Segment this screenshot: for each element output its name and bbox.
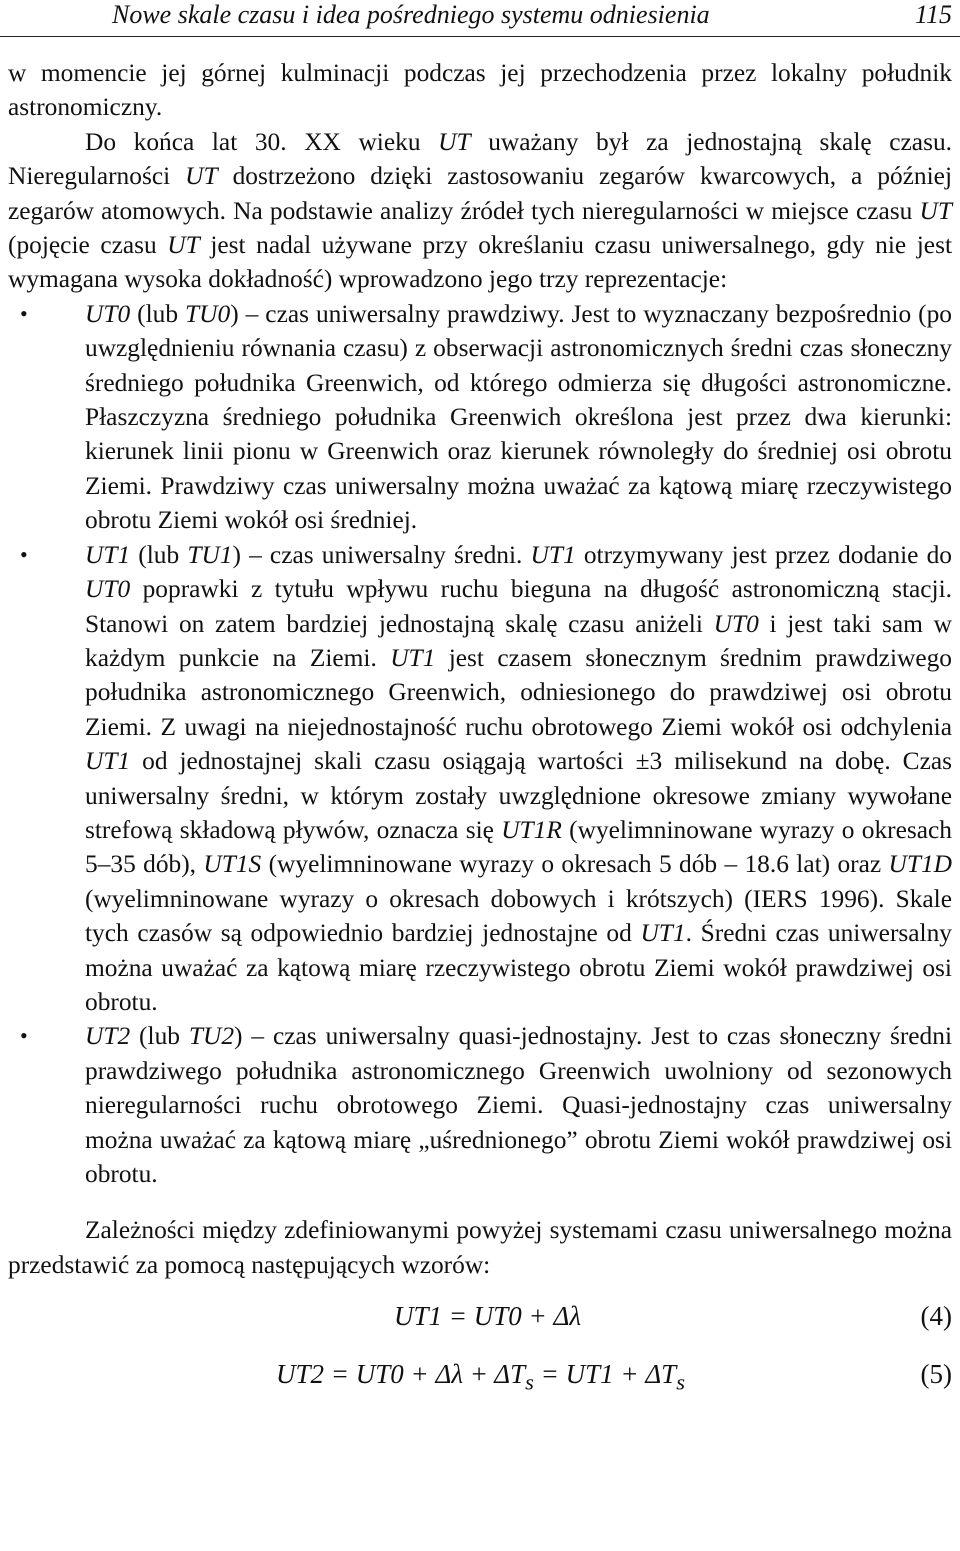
text-fragment: ) – czas uniwersalny średni. — [232, 540, 531, 569]
term-ut: UT — [185, 162, 218, 191]
page-body — [8, 56, 952, 1398]
term-tu1: TU1 — [187, 540, 233, 569]
subscript-s: s — [525, 1369, 534, 1395]
list-item-ut1 — [8, 538, 952, 1020]
representations-list — [8, 297, 952, 1192]
term-ut1: UT1 — [390, 643, 436, 672]
text-fragment: otrzymywany jest przez dodanie do — [575, 540, 952, 569]
spacer — [8, 1282, 952, 1296]
term-ut2: UT2 — [85, 1022, 131, 1051]
text-fragment: uważany był za jednostajną skalę czasu. Nieregularności — [8, 127, 952, 191]
text-fragment: jest czasem słonecznym średnim prawdziwego południka astronomicznego Greenwich, odniesionego do prawdziwej osi obrotu Ziemi. Z uwagi na niejednostajność ruchu obrotowego Ziemi wokół osi odchylenia — [85, 643, 953, 741]
text-fragment: poprawki z tytułu wpływu ruchu bieguna na długość astronomiczną stacji. Stanowi on zatem bardziej jednostajną skalę czasu aniżeli — [85, 575, 952, 638]
text-fragment: i jest taki sam w każdym punkcie na Ziemi. — [85, 609, 952, 672]
term-ut1: UT1 — [640, 919, 686, 948]
equation-5-number: (5) — [920, 1359, 952, 1390]
subscript-s: s — [676, 1369, 685, 1395]
text-fragment: Do końca lat 30. XX wieku — [85, 127, 439, 156]
text-fragment: (lub — [130, 540, 188, 569]
equation-5-part: UT2 = UT0 + Δλ + ΔT — [276, 1359, 526, 1390]
text-fragment: ) – czas uniwersalny quasi-jednostajny. Jest to czas słoneczny średni prawdziwego południka astronomicznego Greenwich uwolniony od sezonowych nieregularności ruchu obrotowego Ziemi. Quasi-jednostajny czas uniwersalny można uważać za kątową miarę „uśrednionego” obrotu Ziemi wokół prawdziwej osi obrotu. — [85, 1022, 952, 1188]
term-ut: UT — [438, 127, 471, 156]
term-tu0: TU0 — [185, 299, 231, 328]
equation-5-part: = UT1 + ΔT — [533, 1359, 677, 1390]
bullet-icon: • — [20, 300, 28, 326]
running-header — [0, 0, 960, 37]
paragraph-ut-history — [8, 125, 952, 297]
text-fragment: ) – czas uniwersalny prawdziwy. Jest to wyznaczany bezpośrednio (po uwzględnieniu równania czasu) z obserwacji astronomicznych średni czas słoneczny średniego południka Greenwich, od którego odmierza się długości astronomiczne. Płaszczyzna średniego południka Greenwich określona jest przez dwa kierunki: kierunek linii pionu w Greenwich oraz kierunek równoległy do średniej osi obrotu Ziemi. Prawdziwy czas uniwersalny można uważać za kątową miarę rzeczywistego obrotu Ziemi wokół osi średniej. — [85, 299, 952, 535]
term-ut1d: UT1D — [888, 850, 952, 879]
list-item-ut0 — [8, 297, 952, 538]
page-number: 115 — [914, 0, 952, 29]
equation-4 — [8, 1296, 952, 1340]
paragraph-closing: Zależności między zdefiniowanymi powyżej systemami czasu uniwersalnego można przedstawić za pomocą następujących wzorów: — [8, 1216, 952, 1279]
text-fragment: (pojęcie czasu — [8, 231, 168, 260]
equation-5-expression — [276, 1354, 685, 1402]
term-ut0: UT0 — [85, 575, 131, 604]
spacer — [8, 1340, 952, 1354]
term-ut0: UT0 — [85, 299, 131, 328]
term-tu2: TU2 — [188, 1022, 235, 1051]
term-ut0: UT0 — [713, 609, 759, 638]
header-title: Nowe skale czasu i idea pośredniego systemu odniesienia — [112, 0, 710, 29]
equation-5 — [8, 1354, 952, 1398]
text-fragment: (wyelimninowane wyrazy o okresach 5–35 dób), — [85, 815, 952, 879]
term-ut1r: UT1R — [501, 815, 562, 844]
text-fragment: jest nadal używane przy określaniu czasu uniwersalnego, gdy nie jest wymagana wysoka dokładność) wprowadzono jego trzy reprezentacje: — [8, 231, 953, 294]
equation-4-expression: UT1 = UT0 + Δλ — [394, 1301, 582, 1332]
term-ut1: UT1 — [85, 540, 131, 569]
term-ut: UT — [919, 196, 952, 225]
text-fragment: . Średni czas uniwersalny można uważać za kątową miarę rzeczywistego obrotu Ziemi wokół prawdziwej osi obrotu. — [85, 919, 952, 1016]
text-fragment: dostrzeżono dzięki zastosowaniu zegarów kwarcowych, a później zegarów atomowych. Na podstawie analizy źródeł tych nieregularności w miejsce czasu — [8, 162, 953, 225]
bullet-icon: • — [20, 1023, 28, 1049]
term-ut1: UT1 — [530, 540, 576, 569]
text-fragment: (wyelimninowane wyrazy o okresach dobowych i krótszych) (IERS 1996). Skale tych czasów są odpowiednio bardziej jednostajne od — [85, 884, 952, 948]
equation-4-number: (4) — [920, 1301, 952, 1332]
spacer — [8, 1191, 952, 1213]
text-fragment: (lub — [130, 299, 186, 328]
text-fragment: od jednostajnej skali czasu osiągają wartości ±3 milisekund na dobę. Czas uniwersalny średni, w którym zostały uwzględnione okresowe zmiany wywołane strefową składową pływów, oznacza się — [85, 747, 952, 844]
paragraph-continuation: w momencie jej górnej kulminacji podczas jej przechodzenia przez lokalny południk astronomiczny. — [8, 59, 952, 122]
term-ut: UT — [167, 231, 200, 260]
bullet-icon: • — [20, 541, 28, 567]
text-fragment: (wyelimninowane wyrazy o okresach 5 dób – 18.6 lat) oraz — [261, 850, 889, 879]
term-ut1: UT1 — [85, 747, 131, 776]
list-item-ut2 — [8, 1019, 952, 1191]
text-fragment: (lub — [130, 1022, 189, 1051]
term-ut1s: UT1S — [203, 850, 262, 879]
